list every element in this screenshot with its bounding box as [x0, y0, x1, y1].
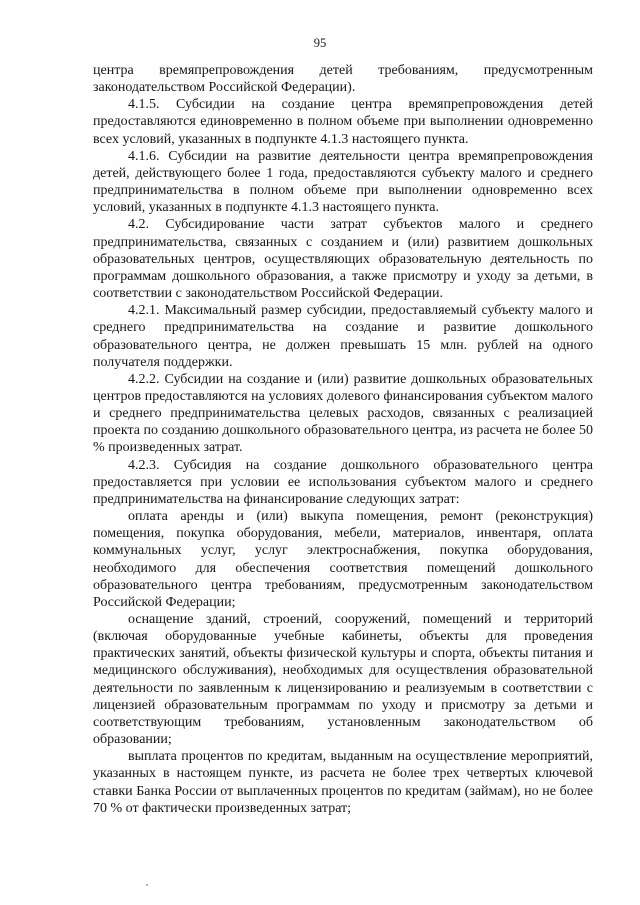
paragraph-4-1-5: 4.1.5. Субсидии на создание центра времяпрепровождения детей предоставляются единовременно в полном объеме при выполнении одновременно всех условий, указанных в подпункте 4.1.3 настоящего пункта. — [93, 97, 593, 147]
paragraph-4-2-2: 4.2.2. Субсидии на создание и (или) развитие дошкольных образовательных центров предоставляются на условиях долевого финансирования субъектом малого и среднего предпринимательства целевых расходов, связанных с реализацией проекта по созданию дошкольного образовательного центра, из расчета не более 50 % произведенных затрат. — [93, 371, 593, 456]
paragraph-4-1-6: 4.1.6. Субсидии на развитие деятельности центра времяпрепровождения детей, действующего более 1 года, предоставляются субъекту малого и среднего предпринимательства в полном объеме при выполнении одновременно всех условий, указанных в подпункте 4.1.3 настоящего пункта. — [93, 148, 593, 216]
page-number: 95 — [313, 36, 327, 50]
paragraph-4-2: 4.2. Субсидирование части затрат субъектов малого и среднего предпринимательства, связанных с созданием и (или) развитием дошкольных образовательных центров, осуществляющих образовательную деятельность по программам дошкольного образования, а также присмотру и уходу за детьми, в соответствии с законодательством Российской Федерации. — [93, 217, 593, 302]
list-item-equipment: оснащение зданий, строений, сооружений, помещений и территорий (включая оборудованные учебные кабинеты, объекты для проведения практических занятий, объекты физической культуры и спорта, объекты питания и медицинского обслуживания), необходимых для осуществления образовательной деятельности по заявленным к лицензированию и реализуемым в соответствии с лицензией образовательным программам по уходу и присмотру за детьми и соответствующим требованиям, установленным законодательством об образовании; — [93, 612, 593, 748]
scan-speck — [146, 884, 148, 886]
list-item-interest: выплата процентов по кредитам, выданным на осуществление мероприятий, указанных в настоящем пункте, из расчета не более трех четвертых ключевой ставки Банка России от выплаченных процентов по кредитам (займам), но не более 70 % от фактически произведенных затрат; — [93, 749, 593, 816]
document-body — [93, 62, 593, 817]
paragraph-4-2-1: 4.2.1. Максимальный размер субсидии, предоставляемый субъекту малого и среднего предпринимательства на создание и развитие дошкольного образовательного центра, не должен превышать 15 млн. рублей на одного получателя поддержки. — [93, 303, 593, 370]
list-item-rent: оплата аренды и (или) выкупа помещения, ремонт (реконструкция) помещения, покупка оборудования, мебели, материалов, инвентаря, оплата коммунальных услуг, услуг электроснабжения, покупка оборудования, необходимого для обеспечения соответствия помещений дошкольного образовательного центра требованиям, предусмотренным законодательством Российской Федерации; — [93, 509, 593, 610]
paragraph-4-2-3: 4.2.3. Субсидия на создание дошкольного образовательного центра предоставляется при условии ее использования субъектом малого и среднего предпринимательства на финансирование следующих затрат: — [93, 457, 593, 507]
paragraph-continuation: центра времяпрепровождения детей требованиям, предусмотренным законодательством Российской Федерации). — [93, 63, 593, 96]
